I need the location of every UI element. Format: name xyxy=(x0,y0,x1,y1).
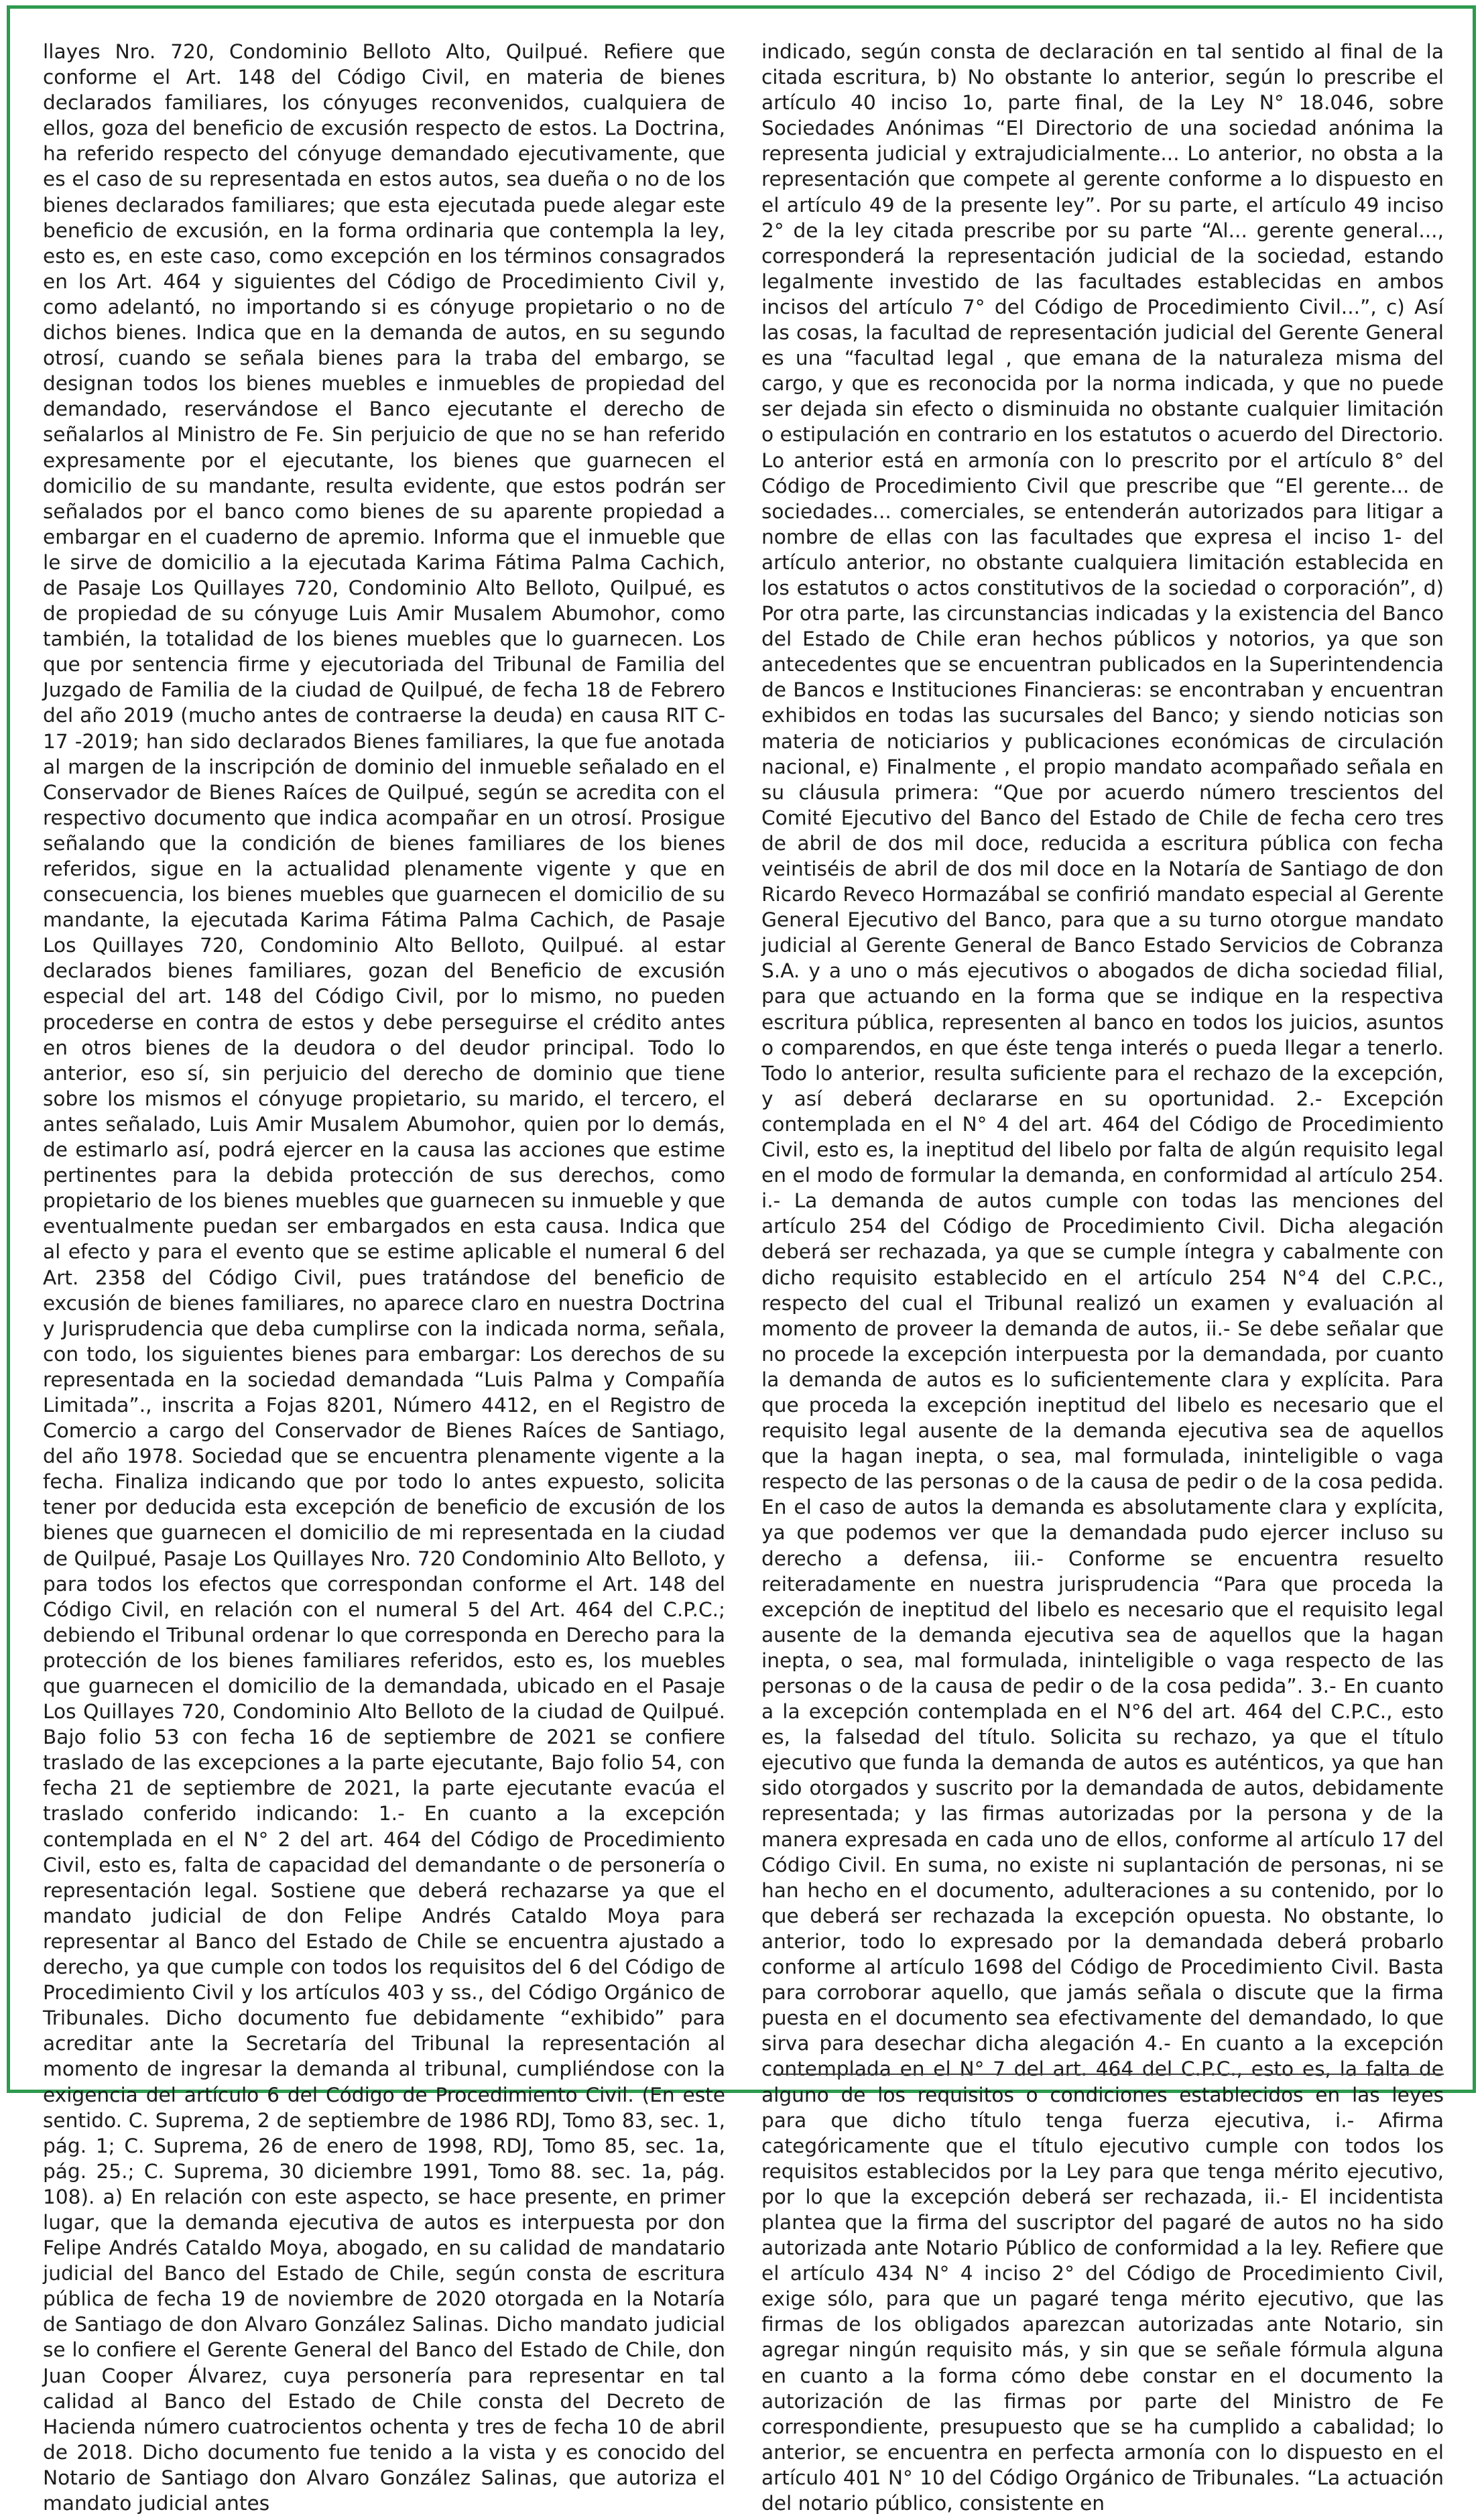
footer-rule xyxy=(774,2074,1444,2075)
left-column xyxy=(43,39,725,2515)
right-column xyxy=(761,39,1444,2515)
document-body xyxy=(43,39,1444,2515)
left-column-text: llayes Nro. 720, Condominio Belloto Alto, Quilpué. Refiere que conforme el Art. 148 del Código Civil, en materia de bienes declarados familiares, los cónyuges reconvenidos, cualquiera de ellos, goza del beneficio de excusión respecto de estos. La Doctrina, ha referido respecto del cónyuge demandado ejecutivamente, que es el caso de su representada en estos autos, sea dueña o no de los bienes declarados familiares; que esta ejecutada puede alegar este beneficio de excusión, en la forma ordinaria que contempla la ley, esto es, en este caso, como excepción en los términos consagrados en los Art. 464 y siguientes del Código de Procedimiento Civil y, como adelantó, no importando si es cónyuge propietario o no de dichos bienes. Indica que en la demanda de autos, en su segundo otrosí, cuando se señala bienes para la traba del embargo, se designan todos los bienes muebles e inmuebles de propiedad del demandado, reservándose el Banco ejecutante el derecho de señalarlos al Ministro de Fe. Sin perjuicio de que no se han referido expresamente por el ejecutante, los bienes que guarnecen el domicilio de su mandante, resulta evidente, que estos podrán ser señalados por el banco como bienes de su aparente propiedad a embargar en el cuaderno de apremio. Informa que el inmueble que le sirve de domicilio a la ejecutada Karima Fátima Palma Cachich, de Pasaje Los Quillayes 720, Condominio Alto Belloto, Quilpué, es de propiedad de su cónyuge Luis Amir Musalem Abumohor, como también, la totalidad de los bienes muebles que lo guarnecen. Los que por sentencia firme y ejecutoriada del Tribunal de Familia del Juzgado de Familia de la ciudad de Quilpué, de fecha 18 de Febrero del año 2019 (mucho antes de contraerse la deuda) en causa RIT C- 17 -2019; han sido declarados Bienes familiares, la que fue anotada al margen de la inscripción de dominio del inmueble señalado en el Conservador de Bienes Raíces de Quilpué, según se acredita con el respectivo documento que indica acompañar en un otrosí. Prosigue señalando que la condición de bienes familiares de los bienes referidos, sigue en la actualidad plenamente vigente y que en consecuencia, los bienes muebles que guarnecen el domicilio de su mandante, la ejecutada Karima Fátima Palma Cachich, de Pasaje Los Quillayes 720, Condominio Alto Belloto, Quilpué. al estar declarados bienes familiares, gozan del Beneficio de excusión especial del art. 148 del Código Civil, por lo mismo, no pueden procederse en contra de estos y debe perseguirse el crédito antes en otros bienes de la deudora o del deudor principal. Todo lo anterior, eso sí, sin perjuicio del derecho de dominio que tiene sobre los mismos el cónyuge propietario, su marido, el tercero, el antes señalado, Luis Amir Musalem Abumohor, quien por lo demás, de estimarlo así, podrá ejercer en la causa las acciones que estime pertinentes para la debida protección de sus derechos, como propietario de los bienes muebles que guarnecen su inmueble y que eventualmente puedan ser embargados en esta causa. Indica que al efecto y para el evento que se estime aplicable el numeral 6 del Art. 2358 del Código Civil, pues tratándose del beneficio de excusión de bienes familiares, no aparece claro en nuestra Doctrina y Jurisprudencia que deba cumplirse con la indicada norma, señala, con todo, los siguientes bienes para embargar: Los derechos de su representada en la sociedad demandada “Luis Palma y Compañía Limitada”., inscrita a Fojas 8201, Número 4412, en el Registro de Comercio a cargo del Conservador de Bienes Raíces de Santiago, del año 1978. Sociedad que se encuentra plenamente vigente a la fecha. Finaliza indicando que por todo lo antes expuesto, solicita tener por deducida esta excepción de beneficio de excusión de los bienes que guarnecen el domicilio de mi representada en la ciudad de Quilpué, Pasaje Los Quillayes Nro. 720 Condominio Alto Belloto, y para todos los efectos que correspondan conforme el Art. 148 del Código Civil, en relación con el numeral 5 del Art. 464 del C.P.C.; debiendo el Tribunal ordenar lo que corresponda en Derecho para la protección de los bienes familiares referidos, esto es, los muebles que guarnecen el domicilio de la demandada, ubicado en el Pasaje Los Quillayes 720, Condominio Alto Belloto de la ciudad de Quilpué. Bajo folio 53 con fecha 16 de septiembre de 2021 se confiere traslado de las excepciones a la parte ejecutante, Bajo folio 54, con fecha 21 de septiembre de 2021, la parte ejecutante evacúa el traslado conferido indicando: 1.- En cuanto a la excepción contemplada en el N° 2 del art. 464 del Código de Procedimiento Civil, esto es, falta de capacidad del demandante o de personería o representación legal. Sostiene que deberá rechazarse ya que el mandato judicial de don Felipe Andrés Cataldo Moya para representar al Banco del Estado de Chile se encuentra ajustado a derecho, ya que cumple con todos los requisitos del 6 del Código de Procedimiento Civil y los artículos 403 y ss., del Código Orgánico de Tribunales. Dicho documento fue debidamente “exhibido” para acreditar ante la Secretaría del Tribunal la representación al momento de ingresar la demanda al tribunal, cumpliéndose con la exigencia del artículo 6 del Código de Procedimiento Civil. (En este sentido. C. Suprema, 2 de septiembre de 1986 RDJ, Tomo 83, sec. 1, pág. 1; C. Suprema, 26 de enero de 1998, RDJ, Tomo 85, sec. 1a, pág. 25.; C. Suprema, 30 diciembre 1991, Tomo 88. sec. 1a, pág. 108). a) En relación con este aspecto, se hace presente, en primer lugar, que la demanda ejecutiva de autos es interpuesta por don Felipe Andrés Cataldo Moya, abogado, en su calidad de mandatario judicial del Banco del Estado de Chile, según consta de escritura pública de fecha 19 de noviembre de 2020 otorgada en la Notaría de Santiago de don Alvaro González Salinas. Dicho mandato judicial se lo confiere el Gerente General del Banco del Estado de Chile, don Juan Cooper Álvarez, cuya personería para representar en tal calidad al Banco del Estado de Chile consta del Decreto de Hacienda número cuatrocientos ochenta y tres de fecha 10 de abril de 2018. Dicho documento fue tenido a la vista y es conocido del Notario de Santiago don Alvaro González Salinas, que autoriza el mandato judicial antes xyxy=(43,40,725,2515)
right-column-text: indicado, según consta de declaración en tal sentido al final de la citada escritura, b) No obstante lo anterior, según lo prescribe el artículo 40 inciso 1o, parte final, de la Ley N° 18.046, sobre Sociedades Anónimas “El Directorio de una sociedad anónima la representa judicial y extrajudicialmente... Lo anterior, no obsta a la representación que compete al gerente conforme a lo dispuesto en el artículo 49 de la presente ley”. Por su parte, el artículo 49 inciso 2° de la ley citada prescribe por su parte “Al... gerente general..., corresponderá la representación judicial de la sociedad, estando legalmente investido de las facultades establecidas en ambos incisos del artículo 7° del Código de Procedimiento Civil...”, c) Así las cosas, la facultad de representación judicial del Gerente General es una “facultad legal , que emana de la naturaleza misma del cargo, y que es reconocida por la norma indicada, y que no puede ser dejada sin efecto o disminuida no obstante cualquier limitación o estipulación en contrario en los estatutos o acuerdo del Directorio. Lo anterior está en armonía con lo prescrito por el artículo 8° del Código de Procedimiento Civil que prescribe que “El gerente... de sociedades... comerciales, se entenderán autorizados para litigar a nombre de ellas con las facultades que expresa el inciso 1- del artículo anterior, no obstante cualquiera limitación establecida en los estatutos o actos constitutivos de la sociedad o corporación”, d) Por otra parte, las circunstancias indicadas y la existencia del Banco del Estado de Chile eran hechos públicos y notorios, ya que son antecedentes que se encuentran publicados en la Superintendencia de Bancos e Instituciones Financieras: se encontraban y encuentran exhibidos en todas las sucursales del Banco; y siendo noticias son materia de noticiarios y publicaciones económicas de circulación nacional, e) Finalmente , el propio mandato acompañado señala en su cláusula primera: “Que por acuerdo número trescientos del Comité Ejecutivo del Banco del Estado de Chile de fecha cero tres de abril de dos mil doce, reducida a escritura pública con fecha veintiséis de abril de dos mil doce en la Notaría de Santiago de don Ricardo Reveco Hormazábal se confirió mandato especial al Gerente General Ejecutivo del Banco, para que a su turno otorgue mandato judicial al Gerente General de Banco Estado Servicios de Cobranza S.A. y a uno o más ejecutivos o abogados de dicha sociedad filial, para que actuando en la forma que se indique en la respectiva escritura pública, representen al banco en todos los juicios, asuntos o comparendos, en que éste tenga interés o pueda llegar a tenerlo. Todo lo anterior, resulta suficiente para el rechazo de la excepción, y así deberá declararse en su oportunidad. 2.- Excepción contemplada en el N° 4 del art. 464 del Código de Procedimiento Civil, esto es, la ineptitud del libelo por falta de algún requisito legal en el modo de formular la demanda, en conformidad al artículo 254. i.- La demanda de autos cumple con todas las menciones del artículo 254 del Código de Procedimiento Civil. Dicha alegación deberá ser rechazada, ya que se cumple íntegra y cabalmente con dicho requisito establecido en el artículo 254 N°4 del C.P.C., respecto del cual el Tribunal realizó un examen y evaluación al momento de proveer la demanda de autos, ii.- Se debe señalar que no procede la excepción interpuesta por la demandada, por cuanto la demanda de autos es lo suficientemente clara y explícita. Para que proceda la excepción ineptitud del libelo es necesario que el requisito legal ausente de la demanda ejecutiva sea de aquellos que la hagan inepta, o sea, mal formulada, ininteligible o vaga respecto de las personas o de la causa de pedir o de la cosa pedida. En el caso de autos la demanda es absolutamente clara y explícita, ya que podemos ver que la demandada pudo ejercer incluso su derecho a defensa, iii.- Conforme se encuentra resuelto reiteradamente en nuestra jurisprudencia “Para que proceda la excepción de ineptitud del libelo es necesario que el requisito legal ausente de la demanda ejecutiva sea de aquellos que la hagan inepta, o sea, mal formulada, ininteligible o vaga respecto de las personas o de la causa de pedir o de la cosa pedida”. 3.- En cuanto a la excepción contemplada en el N°6 del art. 464 del C.P.C., esto es, la falsedad del título. Solicita su rechazo, ya que el título ejecutivo que funda la demanda de autos es auténticos, ya que han sido otorgados y suscrito por la demandada de autos, debidamente representada; y las firmas autorizadas por la persona y de la manera expresada en cada uno de ellos, conforme al artículo 17 del Código Civil. En suma, no existe ni suplantación de personas, ni se han hecho en el documento, adulteraciones a su contenido, por lo que deberá ser rechazada la excepción opuesta. No obstante, lo anterior, todo lo expresado por la demandada deberá probarlo conforme al artículo 1698 del Código de Procedimiento Civil. Basta para corroborar aquello, que jamás señala o discute que la firma puesta en el documento sea efectivamente del demandado, lo que sirva para desechar dicha alegación 4.- En cuanto a la excepción contemplada en el N° 7 del art. 464 del C.P.C., esto es, la falta de alguno de los requisitos o condiciones establecidos en las leyes para que dicho título tenga fuerza ejecutiva, i.- Afirma categóricamente que el título ejecutivo cumple con todos los requisitos establecidos por la Ley para que tenga mérito ejecutivo, por lo que la excepción deberá ser rechazada, ii.- El incidentista plantea que la firma del suscriptor del pagaré de autos no ha sido autorizada ante Notario Público de conformidad a la ley. Refiere que el artículo 434 N° 4 inciso 2° del Código de Procedimiento Civil, exige sólo, para que un pagaré tenga mérito ejecutivo, que las firmas de los obligados aparezcan autorizadas ante Notario, sin agregar ningún requisito más, y sin que se señale fórmula alguna en cuanto a la forma cómo debe constar en el documento la autorización de las firmas por parte del Ministro de Fe correspondiente, presupuesto que se ha cumplido a cabalidad; lo anterior, se encuentra en perfecta armonía con lo dispuesto en el artículo 401 N° 10 del Código Orgánico de Tribunales. “La actuación del notario público, consistente en xyxy=(761,40,1444,2515)
